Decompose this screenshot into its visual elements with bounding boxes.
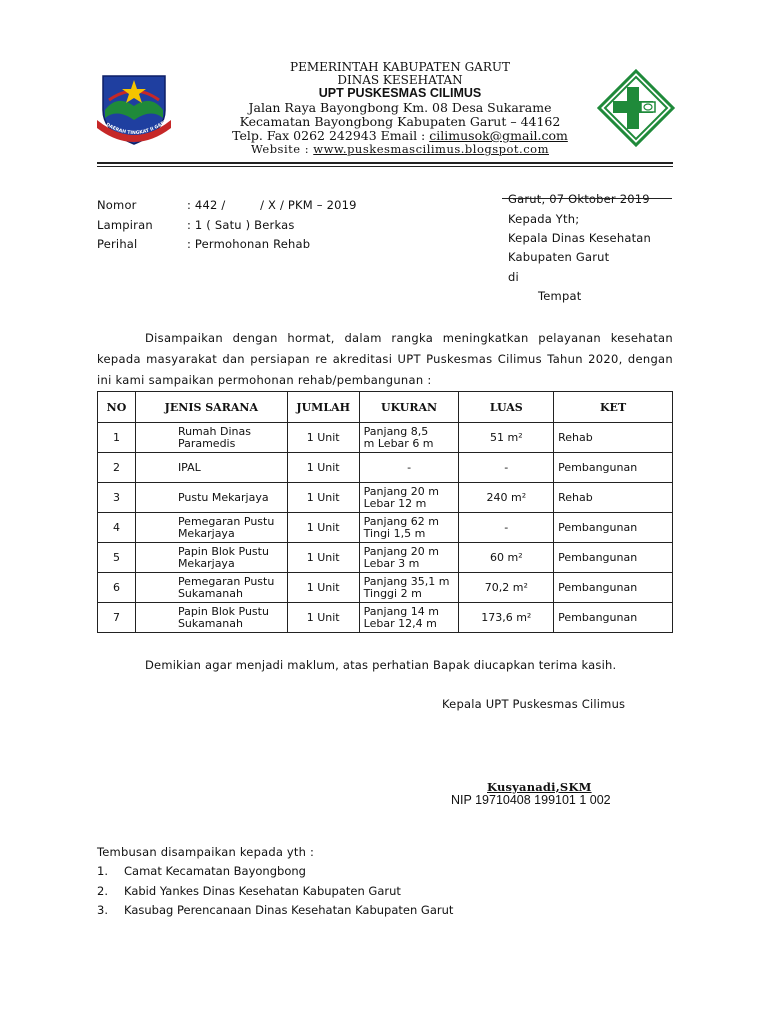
cell-jumlah: 1 Unit bbox=[287, 483, 359, 513]
cell-ket: Rehab bbox=[554, 483, 673, 513]
cell-jenis: IPAL bbox=[135, 453, 287, 483]
lampiran-label: Lampiran bbox=[97, 218, 153, 232]
nomor-value: : 442 / / X / PKM – 2019 bbox=[187, 198, 357, 212]
letter-date: Garut, 07 Oktober 2019 bbox=[508, 192, 650, 206]
recipient-line-3: Kabupaten Garut bbox=[508, 250, 610, 264]
logo-ribbon-text: DAERAH TINGKAT II GARU bbox=[104, 118, 170, 137]
signatory-name: Kusyanadi,SKM bbox=[487, 780, 592, 794]
signatory-title: Kepala UPT Puskesmas Cilimus bbox=[442, 697, 626, 711]
garut-regency-logo bbox=[95, 70, 173, 150]
cell-ukuran: Panjang 20 m Lebar 12 m bbox=[359, 483, 459, 513]
cell-luas: - bbox=[459, 513, 554, 543]
cell-no: 7 bbox=[98, 603, 136, 633]
cell-no: 5 bbox=[98, 543, 136, 573]
table-header-row bbox=[98, 392, 673, 423]
kop-line-5: Kecamatan Bayongbong Kabupaten Garut – 44162 bbox=[239, 114, 561, 129]
kop-line-1: PEMERINTAH KABUPATEN GARUT bbox=[290, 60, 510, 74]
cell-jumlah: 1 Unit bbox=[287, 573, 359, 603]
kop-line-3: UPT PUSKESMAS CILIMUS bbox=[318, 86, 482, 100]
header-jenis-sarana: JENIS SARANA bbox=[135, 392, 287, 423]
cell-ukuran: - bbox=[359, 453, 459, 483]
cell-jenis: Pustu Mekarjaya bbox=[135, 483, 287, 513]
kop-web-label: Website : bbox=[251, 142, 314, 156]
signatory-nip: NIP 19710408 199101 1 002 bbox=[451, 793, 611, 807]
list-item: 3. Kasubag Perencanaan Dinas Kesehatan Kabupaten Garut bbox=[97, 903, 454, 917]
puskesmas-logo bbox=[597, 69, 675, 147]
kop-line-4: Jalan Raya Bayongbong Km. 08 Desa Sukarame bbox=[248, 100, 552, 115]
list-item: 1. Camat Kecamatan Bayongbong bbox=[97, 864, 306, 878]
cell-no: 6 bbox=[98, 573, 136, 603]
header-rule-thin bbox=[97, 166, 673, 167]
cell-jenis: Pemegaran Pustu Sukamanah bbox=[135, 573, 287, 603]
kop-telp: Telp. Fax 0262 242943 Email : bbox=[232, 128, 430, 143]
cell-jumlah: 1 Unit bbox=[287, 453, 359, 483]
table-row bbox=[98, 423, 673, 453]
cell-ket: Pembangunan bbox=[554, 573, 673, 603]
header-ket: KET bbox=[554, 392, 673, 423]
letterhead bbox=[200, 61, 600, 156]
kop-contact bbox=[200, 129, 600, 143]
table-row bbox=[98, 543, 673, 573]
lampiran-value: : 1 ( Satu ) Berkas bbox=[187, 218, 295, 232]
website-link[interactable]: www.puskesmascilimus.blogspot.com bbox=[313, 142, 549, 156]
table-row bbox=[98, 453, 673, 483]
date-strike-line bbox=[502, 198, 672, 199]
header-jumlah: JUMLAH bbox=[287, 392, 359, 423]
header-luas: LUAS bbox=[459, 392, 554, 423]
header-ukuran: UKURAN bbox=[359, 392, 459, 423]
cell-ket: Pembangunan bbox=[554, 543, 673, 573]
cell-jenis: Papin Blok Pustu Mekarjaya bbox=[135, 543, 287, 573]
recipient-line-2: Kepala Dinas Kesehatan bbox=[508, 231, 652, 245]
email-link[interactable]: cilimusok@gmail.com bbox=[429, 128, 568, 143]
cell-luas: 240 m² bbox=[459, 483, 554, 513]
cell-ukuran: Panjang 8,5 m Lebar 6 m bbox=[359, 423, 459, 453]
recipient-line-5: Tempat bbox=[538, 289, 582, 303]
cell-jumlah: 1 Unit bbox=[287, 423, 359, 453]
cell-ket: Rehab bbox=[554, 423, 673, 453]
cell-luas: 51 m² bbox=[459, 423, 554, 453]
closing-text: Demikian agar menjadi maklum, atas perhatian Bapak diucapkan terima kasih. bbox=[145, 658, 617, 672]
cell-luas: - bbox=[459, 453, 554, 483]
cell-jenis: Rumah Dinas Paramedis bbox=[135, 423, 287, 453]
table-row bbox=[98, 483, 673, 513]
header-no: NO bbox=[98, 392, 136, 423]
cell-luas: 70,2 m² bbox=[459, 573, 554, 603]
cell-no: 1 bbox=[98, 423, 136, 453]
perihal-label: Perihal bbox=[97, 237, 138, 251]
facility-table bbox=[97, 391, 673, 633]
cell-jenis: Papin Blok Pustu Sukamanah bbox=[135, 603, 287, 633]
cell-ukuran: Panjang 20 m Lebar 3 m bbox=[359, 543, 459, 573]
cell-jumlah: 1 Unit bbox=[287, 603, 359, 633]
cell-luas: 60 m² bbox=[459, 543, 554, 573]
cell-no: 3 bbox=[98, 483, 136, 513]
kop-line-2: DINAS KESEHATAN bbox=[337, 73, 463, 87]
cell-jumlah: 1 Unit bbox=[287, 543, 359, 573]
cell-jumlah: 1 Unit bbox=[287, 513, 359, 543]
kop-website bbox=[200, 143, 600, 156]
header-rule-thick bbox=[97, 162, 673, 164]
cc-list bbox=[97, 864, 453, 923]
table-row bbox=[98, 573, 673, 603]
cell-no: 2 bbox=[98, 453, 136, 483]
cell-ukuran: Panjang 62 m Tingi 1,5 m bbox=[359, 513, 459, 543]
cell-ket: Pembangunan bbox=[554, 453, 673, 483]
cell-no: 4 bbox=[98, 513, 136, 543]
intro-paragraph: Disampaikan dengan hormat, dalam rangka meningkatkan pelayanan kesehatan kepada masyarakat dan persiapan re akreditasi UPT Puskesmas Cilimus Tahun 2020, dengan ini kami sampaikan permohonan rehab/pembangunan : bbox=[97, 331, 673, 387]
cell-ket: Pembangunan bbox=[554, 513, 673, 543]
cell-ukuran: Panjang 14 m Lebar 12,4 m bbox=[359, 603, 459, 633]
perihal-value: : Permohonan Rehab bbox=[187, 237, 311, 251]
cell-ket: Pembangunan bbox=[554, 603, 673, 633]
nomor-label: Nomor bbox=[97, 198, 137, 212]
list-item: 2. Kabid Yankes Dinas Kesehatan Kabupaten Garut bbox=[97, 883, 401, 898]
recipient-line-1: Kepada Yth; bbox=[508, 212, 580, 226]
table-row bbox=[98, 513, 673, 543]
cell-ukuran: Panjang 35,1 m Tinggi 2 m bbox=[359, 573, 459, 603]
cell-jenis: Pemegaran Pustu Mekarjaya bbox=[135, 513, 287, 543]
cell-luas: 173,6 m² bbox=[459, 603, 554, 633]
recipient-line-4: di bbox=[508, 270, 519, 284]
cc-heading: Tembusan disampaikan kepada yth : bbox=[97, 845, 315, 859]
table-row bbox=[98, 603, 673, 633]
